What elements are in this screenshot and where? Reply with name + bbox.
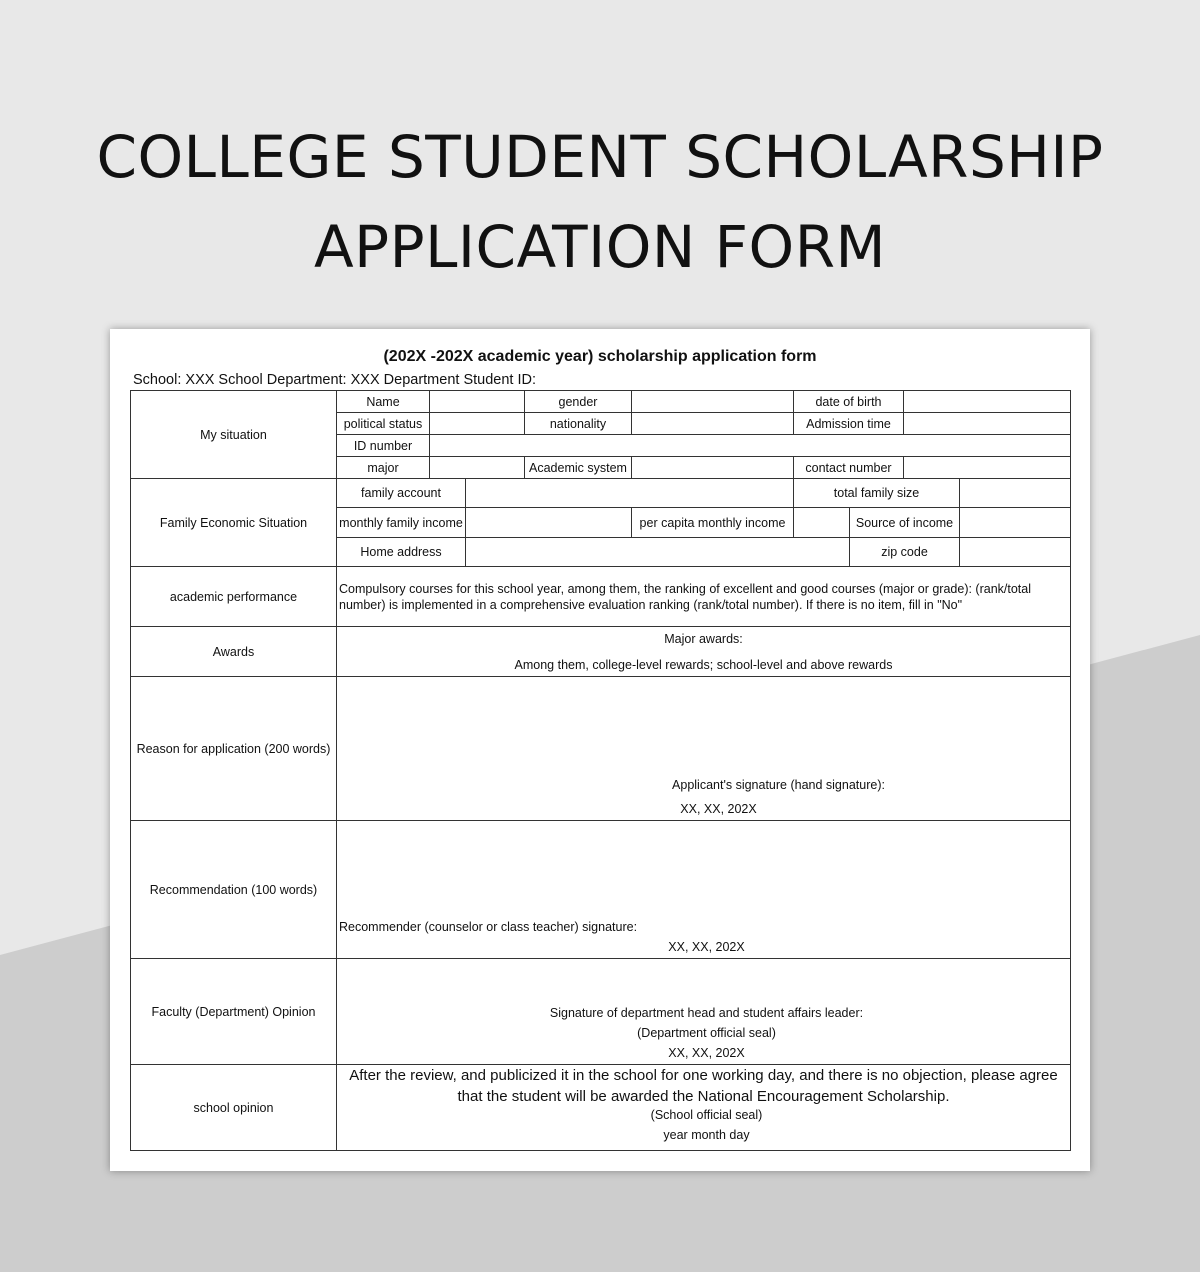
reason-date: XX, XX, 202X bbox=[680, 802, 757, 816]
nationality-value[interactable] bbox=[632, 413, 794, 435]
admission-time-value[interactable] bbox=[904, 413, 1071, 435]
per-capita-income-value[interactable] bbox=[794, 508, 850, 538]
recommendation-cell[interactable] bbox=[337, 821, 1071, 959]
applicant-signature-text: Applicant's signature (hand signature): bbox=[672, 778, 885, 792]
major-value[interactable] bbox=[430, 457, 525, 479]
total-family-size-value[interactable] bbox=[960, 479, 1071, 508]
source-of-income-label: Source of income bbox=[850, 508, 960, 538]
school-seal-text: (School official seal) bbox=[650, 1108, 763, 1122]
page-title bbox=[0, 112, 1200, 292]
contact-number-label: contact number bbox=[794, 457, 904, 479]
department-seal-text: (Department official seal) bbox=[637, 1026, 776, 1040]
political-status-label: political status bbox=[337, 413, 430, 435]
name-label: Name bbox=[337, 391, 430, 413]
home-address-value[interactable] bbox=[466, 538, 850, 567]
school-opinion-cell[interactable] bbox=[337, 1065, 1071, 1151]
academic-performance-text: Compulsory courses for this school year, among them, the ranking of excellent and good courses (major or grade): (rank/total number) is implemented in a comprehensive evaluation ranking (rank/total number). If there is no item, fill in "No" bbox=[337, 567, 1071, 627]
zip-code-value[interactable] bbox=[960, 538, 1071, 567]
application-table bbox=[130, 390, 1071, 1151]
school-opinion-label: school opinion bbox=[131, 1065, 337, 1151]
nationality-label: nationality bbox=[525, 413, 632, 435]
recommendation-date: XX, XX, 202X bbox=[668, 940, 745, 954]
admission-time-label: Admission time bbox=[794, 413, 904, 435]
awards-levels-text: Among them, college-level rewards; school-level and above rewards bbox=[514, 657, 893, 672]
id-number-label: ID number bbox=[337, 435, 430, 457]
family-situation-label: Family Economic Situation bbox=[131, 479, 337, 567]
major-awards-text: Major awards: bbox=[664, 631, 743, 646]
page-title-line-2: APPLICATION FORM bbox=[313, 213, 887, 281]
faculty-opinion-label: Faculty (Department) Opinion bbox=[131, 959, 337, 1065]
faculty-date: XX, XX, 202X bbox=[668, 1046, 745, 1060]
family-account-label: family account bbox=[337, 479, 466, 508]
faculty-opinion-cell[interactable] bbox=[337, 959, 1071, 1065]
zip-code-label: zip code bbox=[850, 538, 960, 567]
name-value[interactable] bbox=[430, 391, 525, 413]
recommender-signature-text: Recommender (counselor or class teacher) signature: bbox=[339, 920, 638, 934]
contact-number-value[interactable] bbox=[904, 457, 1071, 479]
per-capita-income-label: per capita monthly income bbox=[632, 508, 794, 538]
political-status-value[interactable] bbox=[430, 413, 525, 435]
dob-value[interactable] bbox=[904, 391, 1071, 413]
home-address-label: Home address bbox=[337, 538, 466, 567]
recommendation-label: Recommendation (100 words) bbox=[131, 821, 337, 959]
major-label: major bbox=[337, 457, 430, 479]
source-of-income-value[interactable] bbox=[960, 508, 1071, 538]
department-signature-text: Signature of department head and student affairs leader: bbox=[549, 1006, 864, 1020]
school-opinion-date: year month day bbox=[663, 1128, 750, 1142]
id-number-value[interactable] bbox=[430, 435, 1071, 457]
form-title: (202X -202X academic year) scholarship application form bbox=[383, 348, 817, 365]
dob-label: date of birth bbox=[794, 391, 904, 413]
monthly-family-income-label: monthly family income bbox=[337, 508, 466, 538]
monthly-family-income-value[interactable] bbox=[466, 508, 632, 538]
family-account-value[interactable] bbox=[466, 479, 794, 508]
awards-label: Awards bbox=[131, 627, 337, 677]
academic-system-label: Academic system bbox=[525, 457, 632, 479]
page-title-line-1: COLLEGE STUDENT SCHOLARSHIP bbox=[96, 123, 1104, 191]
gender-label: gender bbox=[525, 391, 632, 413]
reason-cell[interactable] bbox=[337, 677, 1071, 821]
total-family-size-label: total family size bbox=[794, 479, 960, 508]
school-opinion-text: After the review, and publicized it in the school for one working day, and there is no objection, please agree that the student will be awarded the National Encouragement Scholarship. bbox=[349, 1067, 1058, 1105]
gender-value[interactable] bbox=[632, 391, 794, 413]
reason-label: Reason for application (200 words) bbox=[131, 677, 337, 821]
awards-cell bbox=[337, 627, 1071, 677]
form-sheet bbox=[110, 329, 1090, 1171]
academic-performance-label: academic performance bbox=[131, 567, 337, 627]
academic-system-value[interactable] bbox=[632, 457, 794, 479]
form-meta-line: School: XXX School Department: XXX Department Student ID: bbox=[133, 372, 536, 388]
my-situation-label: My situation bbox=[131, 391, 337, 479]
